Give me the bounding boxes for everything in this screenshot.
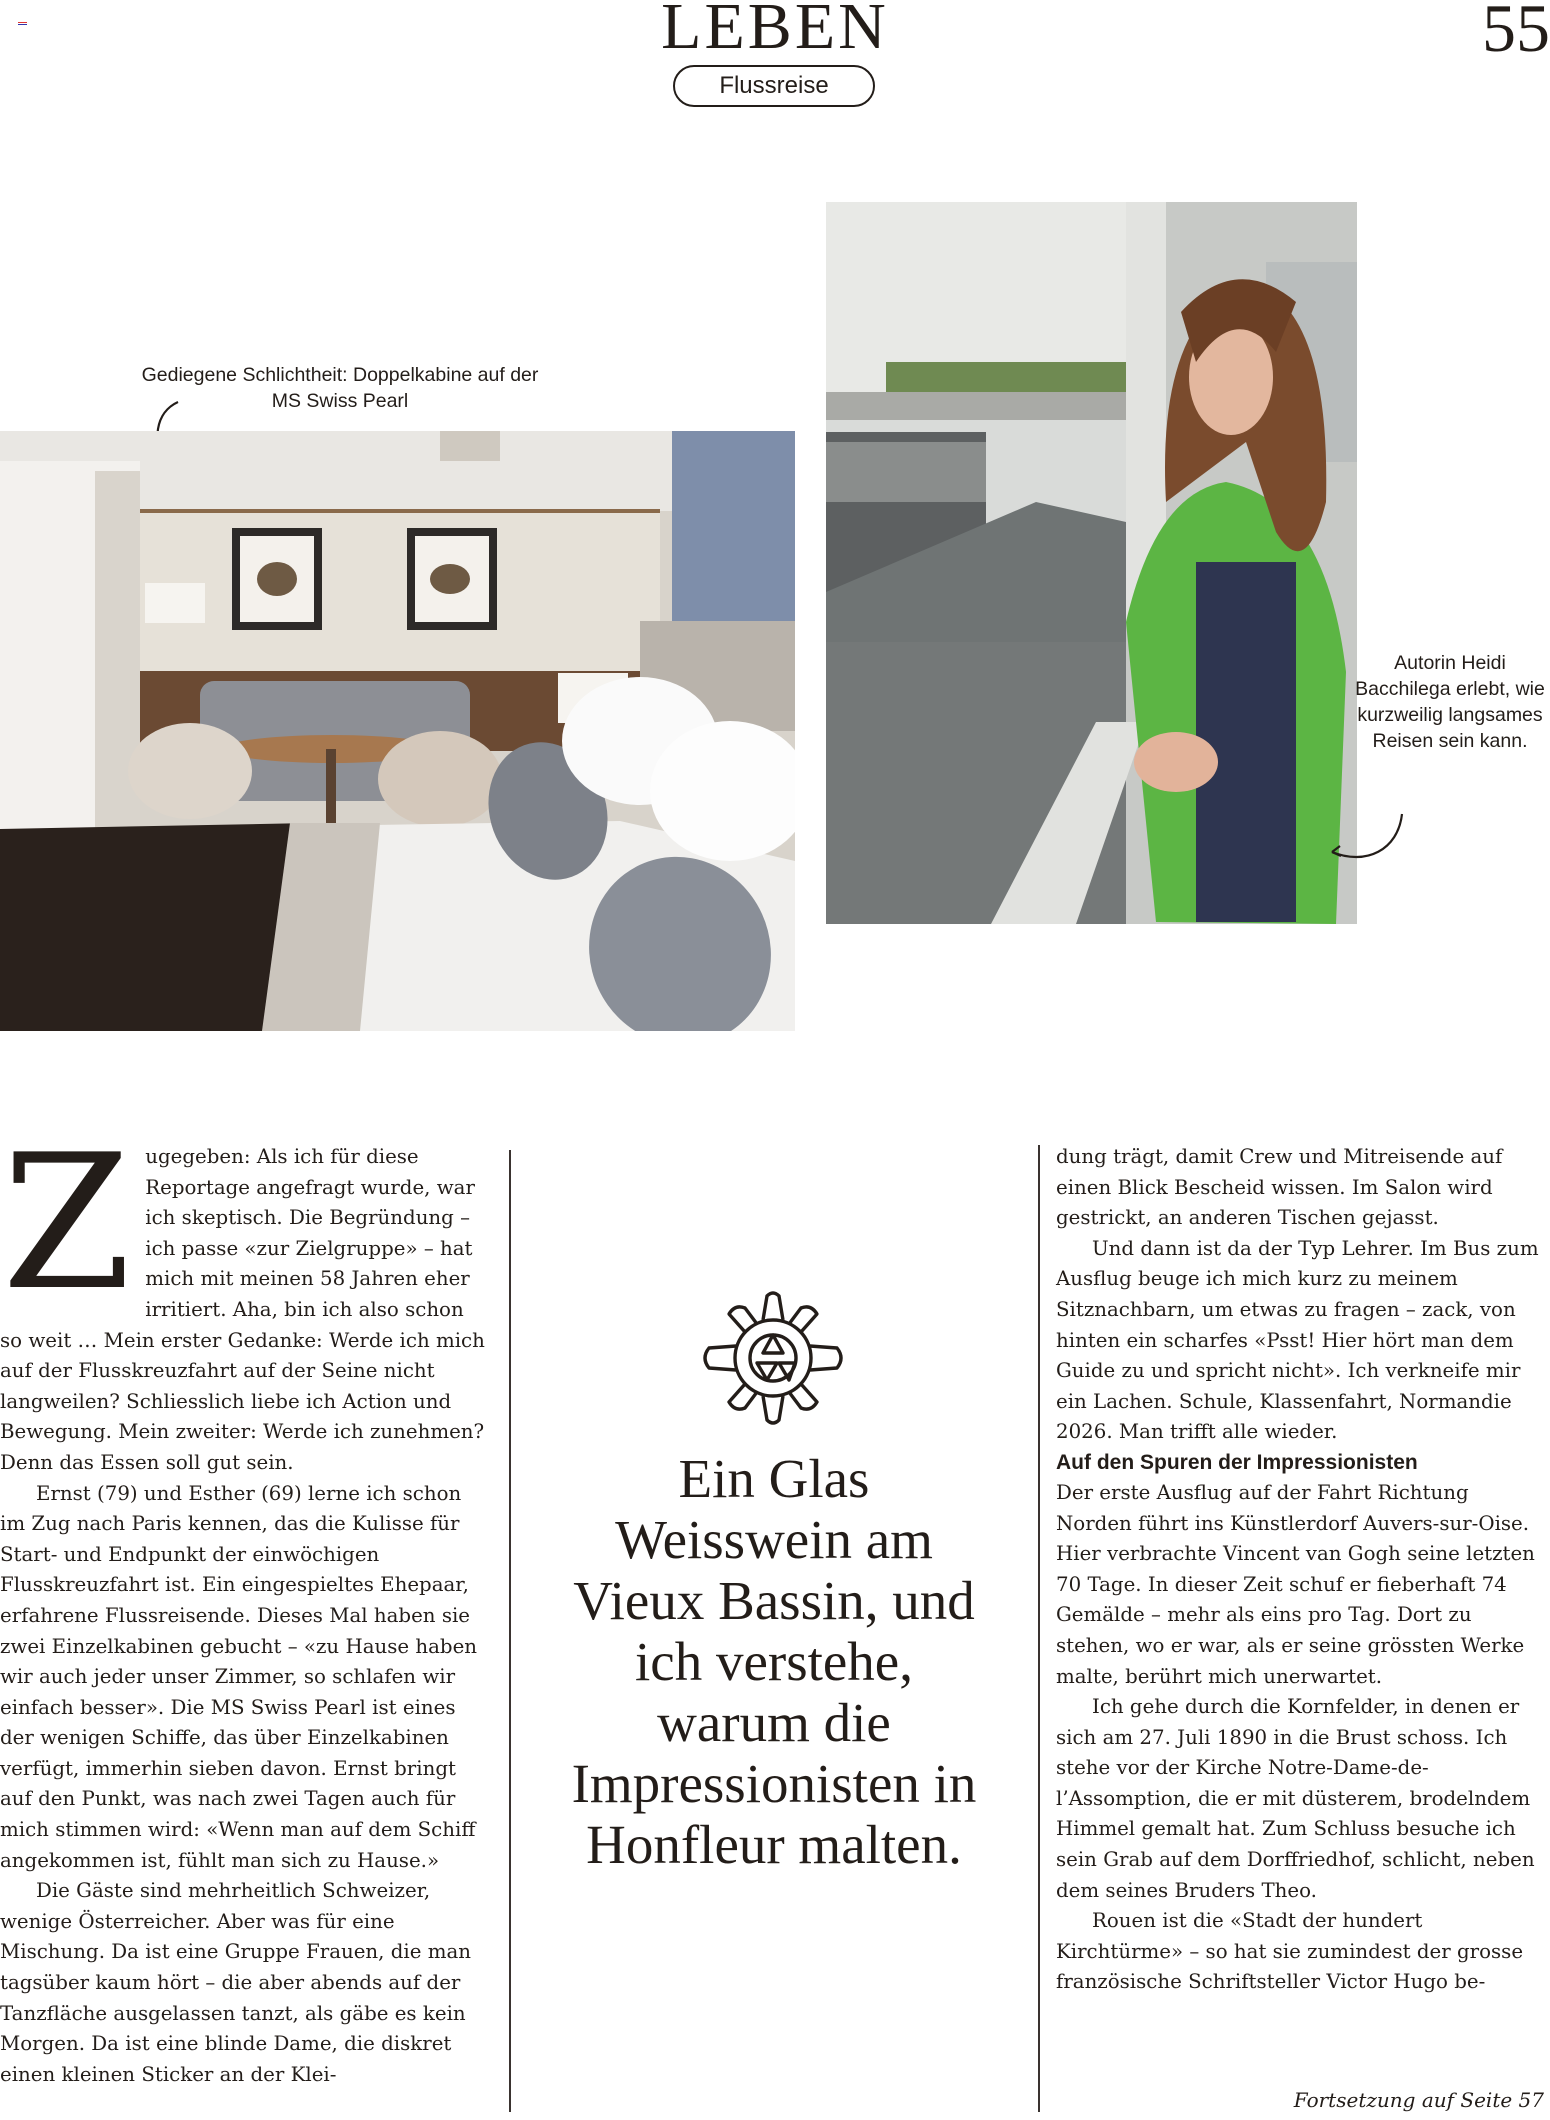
author-caption: Autorin Heidi Bacchilega erlebt, wie kurzweilig langsames Reisen sein kann. bbox=[1355, 652, 1545, 752]
cabin-photo bbox=[0, 431, 795, 1031]
author-caption-arrow bbox=[1326, 812, 1406, 872]
subheading: Auf den Spuren der Impressionisten bbox=[1056, 1450, 1418, 1474]
continued-note: Fortsetzung auf Seite 57 bbox=[1293, 2088, 1544, 2112]
pull-quote: Ein Glas Weisswein am Vieux Bassin, und ich verstehe, warum die Impressionisten in Honfleur malten. bbox=[571, 1448, 977, 1875]
section-title: LEBEN bbox=[661, 0, 889, 63]
column-divider-right bbox=[1038, 1145, 1040, 2112]
page-number: 55 bbox=[1482, 0, 1550, 66]
section-pill: Flussreise bbox=[673, 65, 875, 107]
author-photo bbox=[826, 202, 1357, 924]
article-column-left bbox=[0, 1114, 492, 2090]
paragraph: Ernst (79) und Esther (69) lerne ich schon im Zug nach Paris kennen, das die Kulisse für Start- und Endpunkt der einwöchigen Flusskreuzfahrt ist. Ein eingespieltes Ehepaar, erfahrene Flussreisende. Dieses Mal haben sie zwei Einzelkabinen gebucht – «zu Hause haben wir auch jeder unser Zimmer, so schlafen wir einfach besser». Die MS Swiss Pearl ist eines der wenigen Schiffe, das über Einzelkabinen verfügt, immerhin sieben davon. Ernst bringt auf den Punkt, was nach zwei Tagen auch für mich stimmen wird: «Wenn man auf dem Schiff angekommen ist, fühlt man sich zu Hause.» bbox=[0, 1481, 478, 1872]
paragraph: Rouen ist die «Stadt der hundert Kirchtürme» – so hat sie zumindest der grosse französische Schriftsteller Victor Hugo be- bbox=[1056, 1909, 1524, 1994]
paragraph: Und dann ist da der Typ Lehrer. Im Bus zum Ausflug beuge ich mich kurz zu meinem Sitznachbarn, um etwas zu fragen – zack, von hinten ein scharfes «Psst! Hier hört man dem Guide zu und spricht nicht». Ich verkneife mir ein Lachen. Schule, Klassenfahrt, Normandie 2026. Man trifft alle wieder. bbox=[1056, 1236, 1539, 1444]
paragraph: Ich gehe durch die Kornfelder, in denen er sich am 27. Juli 1890 in die Brust schoss. Ich stehe vor der Kirche Notre-Dame-de-l’Assomption, die er mit düsterem, brodelndem Himmel gemalt hat. Zum Schluss besuche ich sein Grab auf dem Dorffriedhof, schlicht, neben dem seines Bruders Theo. bbox=[1056, 1695, 1535, 1902]
paragraph: ugegeben: Als ich für diese Reportage angefragt wurde, war ich skeptisch. Die Begründung – ich passe «zur Zielgruppe» – hat mich mit meinen 58 Jahren eher irritiert. Aha, bin ich also schon so weit … Mein erster Gedanke: Werde ich mich auf der Flusskreuzfahrt auf der Seine nicht langweilen? Schliesslich liebe ich Action und Bewegung. Mein zweiter: Werde ich zunehmen? Denn das Essen soll gut sein. bbox=[0, 1145, 485, 1474]
article-column-right bbox=[1056, 1142, 1550, 1998]
paragraph: Der erste Ausflug auf der Fahrt Richtung Norden führt ins Künstlerdorf Auvers-sur-Oise. Hier verbrachte Vincent van Gogh seine letzten 70 Tage. In dieser Zeit schuf er fieberhaft 74 Gemälde – mehr als eins pro Tag. Dort zu stehen, wo er war, als er seine grössten Werke malte, berührt mich unerwartet. bbox=[1056, 1480, 1535, 1688]
paragraph: Die Gäste sind mehrheitlich Schweizer, wenige Österreicher. Aber was für eine Mischung. Da ist eine Gruppe Frauen, die man tagsüber kaum hört – die aber abends auf der Tanzfläche ausgelassen tanzt, als gäbe es kein Morgen. Da ist eine blinde Dame, die diskret einen kleinen Sticker an der Klei- bbox=[0, 1879, 472, 2086]
ship-wheel-icon bbox=[697, 1290, 849, 1426]
column-divider-left bbox=[509, 1150, 511, 2112]
cabin-caption: Gediegene Schlichtheit: Doppelkabine auf der MS Swiss Pearl bbox=[141, 364, 539, 412]
drop-cap: Z bbox=[2, 1114, 132, 1331]
paragraph: dung trägt, damit Crew und Mitreisende auf einen Blick Bescheid wissen. Im Salon wird gestrickt, an anderen Tischen gejasst. bbox=[1056, 1145, 1503, 1230]
